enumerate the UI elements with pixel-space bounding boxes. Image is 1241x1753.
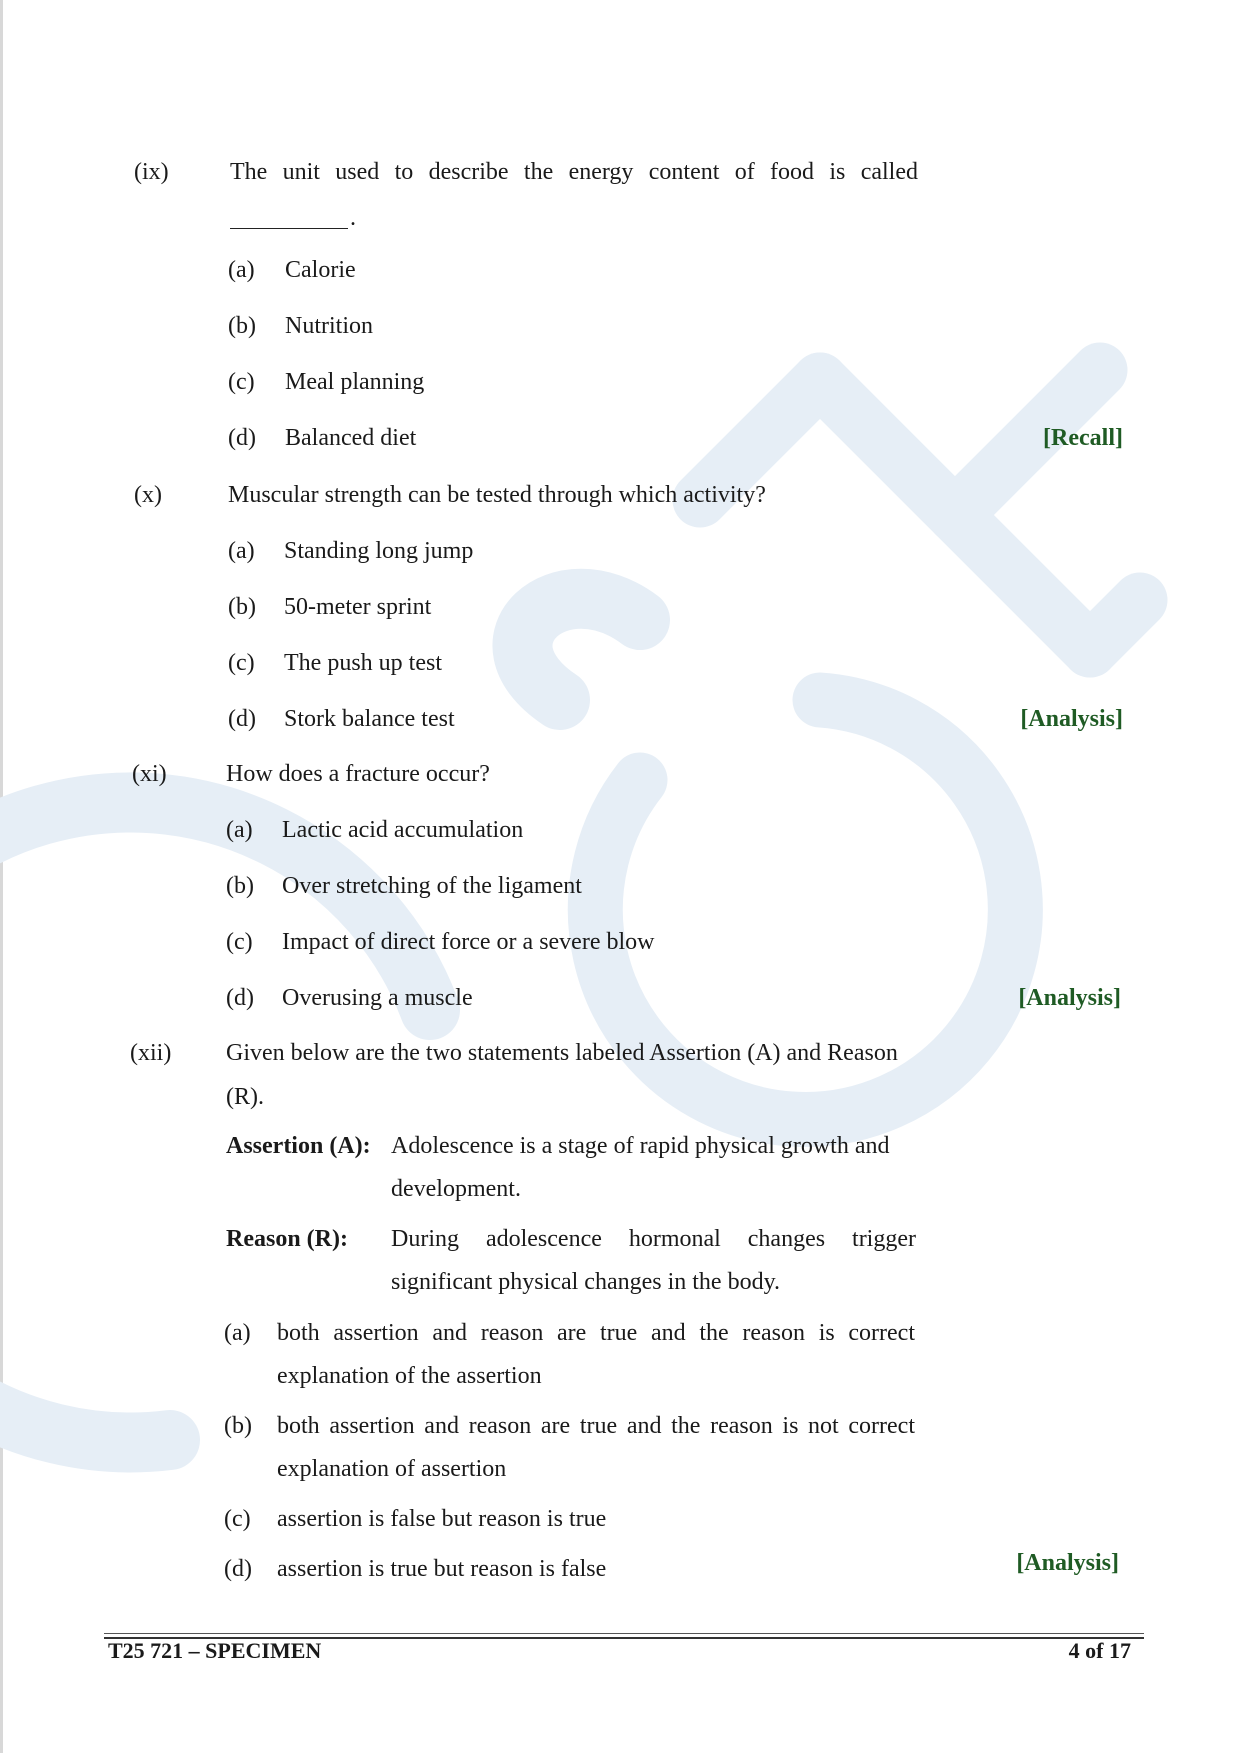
option-text: Lactic acid accumulation: [282, 817, 524, 843]
question-number: (xii): [130, 1040, 172, 1066]
option-letter: (d): [226, 985, 254, 1011]
option-letter: (c): [228, 650, 255, 676]
option-letter: (a): [226, 817, 253, 843]
option-text-line1: both assertion and reason are true and the reason is not correct: [277, 1413, 915, 1439]
reason-text-line1: During adolescence hormonal changes trigger: [391, 1226, 916, 1252]
option-letter: (d): [228, 706, 256, 732]
question-text: Muscular strength can be tested through which activity?: [228, 482, 766, 508]
fill-in-blank: [230, 228, 348, 229]
footer-rule: [104, 1633, 1144, 1634]
cognitive-level-tag: [Analysis]: [1020, 706, 1123, 732]
option-text: Meal planning: [285, 369, 425, 395]
option-text-line2: explanation of the assertion: [277, 1363, 542, 1389]
option-letter: (c): [224, 1506, 251, 1532]
question-text-line1: Given below are the two statements labeled Assertion (A) and Reason: [226, 1040, 898, 1066]
page-number: 4 of 17: [1068, 1638, 1131, 1663]
assertion-label: Assertion (A):: [226, 1133, 371, 1159]
option-letter: (a): [228, 538, 255, 564]
option-text: Calorie: [285, 257, 356, 283]
option-text: assertion is false but reason is true: [277, 1506, 607, 1532]
assertion-text-line1: Adolescence is a stage of rapid physical growth and: [391, 1133, 890, 1159]
option-letter: (a): [224, 1320, 251, 1346]
option-text-line1: both assertion and reason are true and the reason is correct: [277, 1320, 915, 1346]
option-text: 50-meter sprint: [284, 594, 432, 620]
cognitive-level-tag: [Analysis]: [1018, 985, 1121, 1011]
reason-label: Reason (R):: [226, 1226, 348, 1252]
option-letter: (b): [224, 1413, 252, 1439]
option-letter: (d): [228, 425, 256, 451]
blank-period: .: [350, 205, 356, 231]
option-text: Stork balance test: [284, 706, 455, 732]
option-letter: (b): [228, 313, 256, 339]
question-number: (ix): [134, 159, 169, 185]
option-text: Impact of direct force or a severe blow: [282, 929, 655, 955]
option-text: The push up test: [284, 650, 442, 676]
question-text-line2: (R).: [226, 1084, 264, 1110]
assertion-text-line2: development.: [391, 1176, 521, 1202]
option-text: Nutrition: [285, 313, 373, 339]
option-text: Overusing a muscle: [282, 985, 473, 1011]
option-text: assertion is true but reason is false: [277, 1556, 607, 1582]
option-letter: (c): [228, 369, 255, 395]
reason-text-line2: significant physical changes in the body.: [391, 1269, 781, 1295]
question-number: (xi): [132, 761, 167, 787]
question-text: How does a fracture occur?: [226, 761, 490, 787]
option-text: Balanced diet: [285, 425, 417, 451]
cognitive-level-tag: [Recall]: [1043, 425, 1123, 451]
option-letter: (d): [224, 1556, 252, 1582]
question-text: The unit used to describe the energy content of food is called: [230, 159, 918, 185]
option-letter: (a): [228, 257, 255, 283]
option-text: Over stretching of the ligament: [282, 873, 582, 899]
cognitive-level-tag: [Analysis]: [1016, 1550, 1119, 1576]
option-letter: (c): [226, 929, 253, 955]
option-text-line2: explanation of assertion: [277, 1456, 507, 1482]
paper-code: T25 721 – SPECIMEN: [108, 1638, 322, 1663]
option-text: Standing long jump: [284, 538, 474, 564]
option-letter: (b): [228, 594, 256, 620]
question-number: (x): [134, 482, 162, 508]
option-letter: (b): [226, 873, 254, 899]
